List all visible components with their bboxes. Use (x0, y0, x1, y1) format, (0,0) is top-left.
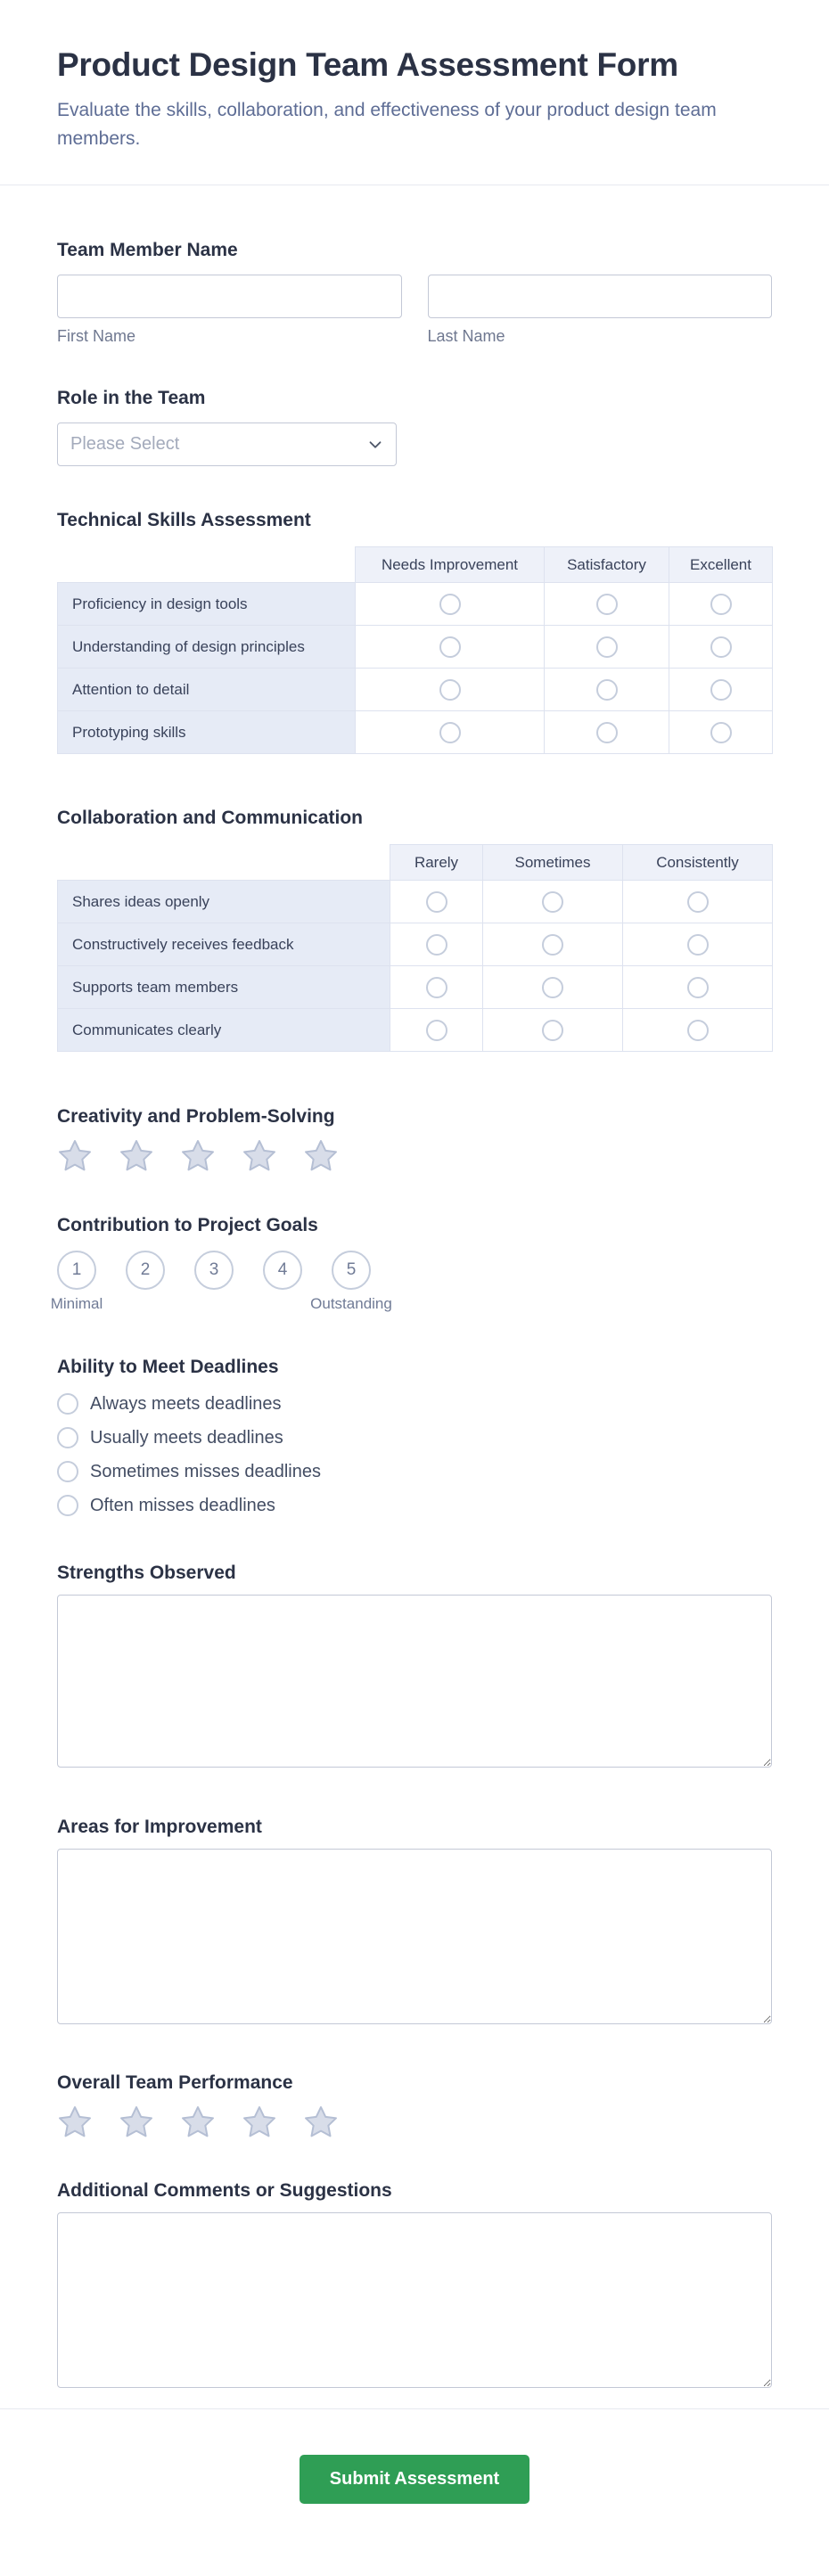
radio-button[interactable] (542, 891, 563, 913)
matrix-cell (623, 881, 773, 923)
matrix-row (58, 669, 773, 711)
radio-button[interactable] (57, 1495, 78, 1516)
matrix-cell (483, 923, 623, 966)
matrix-cell (356, 669, 545, 711)
radio-button[interactable] (439, 722, 461, 743)
matrix-column-header: Sometimes (483, 845, 623, 881)
matrix-cell (545, 583, 669, 626)
first-name-input[interactable] (57, 275, 402, 318)
scale-option (50, 1251, 103, 1313)
matrix-cell (623, 923, 773, 966)
creativity-rating-label: Creativity and Problem-Solving (57, 1106, 335, 1127)
question-team-member-name (57, 239, 772, 345)
improvement-label: Areas for Improvement (57, 1817, 262, 1837)
radio-button[interactable] (57, 1427, 78, 1448)
radio-button[interactable] (687, 891, 709, 913)
matrix-header-row (58, 845, 773, 881)
radio-button[interactable] (57, 1461, 78, 1482)
strengths-label: Strengths Observed (57, 1563, 236, 1583)
matrix-cell (390, 923, 483, 966)
matrix-column-header: Excellent (669, 547, 773, 583)
matrix-cell (545, 626, 669, 669)
question-role (57, 387, 772, 466)
radio-option (57, 1427, 772, 1448)
matrix-cell (390, 881, 483, 923)
form-body (0, 239, 829, 2388)
star-icon[interactable] (242, 1138, 277, 1174)
matrix-cell (545, 711, 669, 754)
radio-button[interactable] (439, 594, 461, 615)
question-contribution-scale (50, 1214, 772, 1313)
scale-option (263, 1251, 302, 1313)
last-name-column (428, 275, 773, 345)
matrix-row-label: Shares ideas openly (58, 881, 390, 923)
radio-button[interactable] (710, 679, 732, 701)
scale-circle[interactable]: 5 (332, 1251, 371, 1290)
matrix-cell (483, 881, 623, 923)
radio-button[interactable] (596, 636, 618, 658)
scale-circle[interactable]: 3 (194, 1251, 234, 1290)
scale-min-label: Minimal (50, 1295, 103, 1312)
form-header (0, 0, 829, 185)
matrix-cell (356, 711, 545, 754)
radio-button[interactable] (426, 891, 447, 913)
question-deadlines (57, 1356, 772, 1516)
deadlines-options (57, 1393, 772, 1516)
radio-button[interactable] (596, 594, 618, 615)
radio-button[interactable] (426, 1020, 447, 1041)
strengths-textarea[interactable] (57, 1595, 772, 1768)
radio-button[interactable] (687, 934, 709, 956)
scale-option (310, 1251, 392, 1313)
matrix-row-label: Understanding of design principles (58, 626, 356, 669)
matrix-row-label: Supports team members (58, 966, 390, 1009)
matrix-cell (483, 1009, 623, 1052)
matrix-cell (356, 583, 545, 626)
question-technical-skills (57, 509, 772, 754)
matrix-cell (545, 669, 669, 711)
matrix-cell (356, 626, 545, 669)
radio-option (57, 1393, 772, 1415)
star-icon[interactable] (57, 2104, 93, 2140)
radio-button[interactable] (710, 636, 732, 658)
radio-button[interactable] (542, 934, 563, 956)
matrix-row-label: Communicates clearly (58, 1009, 390, 1052)
matrix-cell (669, 626, 773, 669)
contribution-scale-label: Contribution to Project Goals (57, 1215, 318, 1235)
matrix-row (58, 881, 773, 923)
chevron-down-icon (365, 435, 385, 455)
scale-option (194, 1251, 234, 1313)
form-footer (0, 2409, 829, 2504)
matrix-corner-cell (58, 547, 356, 583)
matrix-row (58, 583, 773, 626)
matrix-row-label: Prototyping skills (58, 711, 356, 754)
last-name-sublabel: Last Name (427, 327, 505, 345)
name-inputs-row (57, 275, 772, 345)
matrix-row (58, 966, 773, 1009)
radio-button[interactable] (542, 1020, 563, 1041)
scale-max-label: Outstanding (310, 1295, 392, 1312)
matrix-cell (669, 583, 773, 626)
first-name-column (57, 275, 402, 345)
star-icon[interactable] (303, 2104, 339, 2140)
star-rating (57, 1138, 772, 1174)
comments-label: Additional Comments or Suggestions (57, 2180, 392, 2201)
scale-circle[interactable]: 2 (126, 1251, 165, 1290)
matrix-row-label: Attention to detail (58, 669, 356, 711)
technical-skills-matrix (57, 546, 773, 754)
question-comments (57, 2179, 772, 2388)
star-icon[interactable] (242, 2104, 277, 2140)
star-rating (57, 2104, 772, 2140)
form-title: Product Design Team Assessment Form (57, 46, 678, 83)
radio-button[interactable] (439, 679, 461, 701)
question-strengths (57, 1562, 772, 1768)
radio-option-label: Usually meets deadlines (90, 1427, 283, 1448)
radio-option-label: Always meets deadlines (90, 1393, 282, 1414)
matrix-row (58, 1009, 773, 1052)
matrix-row (58, 923, 773, 966)
radio-button[interactable] (426, 934, 447, 956)
star-icon[interactable] (303, 1138, 339, 1174)
matrix-cell (669, 669, 773, 711)
matrix-cell (623, 1009, 773, 1052)
radio-option (57, 1461, 772, 1482)
radio-option-label: Often misses deadlines (90, 1495, 275, 1515)
matrix-cell (390, 1009, 483, 1052)
matrix-cell (623, 966, 773, 1009)
deadlines-label: Ability to Meet Deadlines (57, 1357, 279, 1377)
radio-option-label: Sometimes misses deadlines (90, 1461, 321, 1481)
matrix-column-header: Rarely (390, 845, 483, 881)
team-member-name-label: Team Member Name (57, 240, 238, 260)
star-icon[interactable] (180, 1138, 216, 1174)
star-icon[interactable] (119, 1138, 154, 1174)
scale-option (126, 1251, 165, 1313)
last-name-input[interactable] (428, 275, 773, 318)
matrix-column-header: Satisfactory (545, 547, 669, 583)
technical-skills-label: Technical Skills Assessment (57, 510, 311, 530)
role-label: Role in the Team (57, 388, 206, 408)
submit-button[interactable]: Submit Assessment (300, 2455, 529, 2504)
first-name-sublabel: First Name (57, 327, 136, 345)
radio-button[interactable] (542, 977, 563, 998)
collaboration-matrix (57, 844, 773, 1052)
question-collaboration (57, 807, 772, 1052)
matrix-row-label: Constructively receives feedback (58, 923, 390, 966)
matrix-corner-cell (58, 845, 390, 881)
radio-button[interactable] (710, 722, 732, 743)
star-icon[interactable] (180, 2104, 216, 2140)
overall-rating-label: Overall Team Performance (57, 2072, 293, 2093)
matrix-cell (483, 966, 623, 1009)
star-icon[interactable] (57, 1138, 93, 1174)
radio-button[interactable] (439, 636, 461, 658)
question-overall-rating (57, 2071, 772, 2140)
scale-row (50, 1251, 772, 1313)
matrix-row (58, 626, 773, 669)
radio-button[interactable] (596, 679, 618, 701)
matrix-row-label: Proficiency in design tools (58, 583, 356, 626)
question-creativity-rating (57, 1105, 772, 1174)
radio-button[interactable] (57, 1393, 78, 1415)
radio-button[interactable] (710, 594, 732, 615)
scale-circle[interactable]: 1 (57, 1251, 96, 1290)
matrix-cell (390, 966, 483, 1009)
matrix-column-header: Consistently (623, 845, 773, 881)
star-icon[interactable] (119, 2104, 154, 2140)
matrix-header-row (58, 547, 773, 583)
radio-option (57, 1495, 772, 1516)
radio-button[interactable] (596, 722, 618, 743)
scale-circle[interactable]: 4 (263, 1251, 302, 1290)
collaboration-label: Collaboration and Communication (57, 808, 364, 828)
matrix-row (58, 711, 773, 754)
radio-button[interactable] (426, 977, 447, 998)
role-select-value: Please Select (70, 434, 180, 454)
question-improvement (57, 1816, 772, 2024)
role-select[interactable] (57, 422, 397, 466)
radio-button[interactable] (687, 977, 709, 998)
radio-button[interactable] (687, 1020, 709, 1041)
improvement-textarea[interactable] (57, 1849, 772, 2024)
matrix-cell (669, 711, 773, 754)
comments-textarea[interactable] (57, 2212, 772, 2388)
form-subtitle: Evaluate the skills, collaboration, and effectiveness of your product design team members. (57, 100, 717, 149)
matrix-column-header: Needs Improvement (356, 547, 545, 583)
